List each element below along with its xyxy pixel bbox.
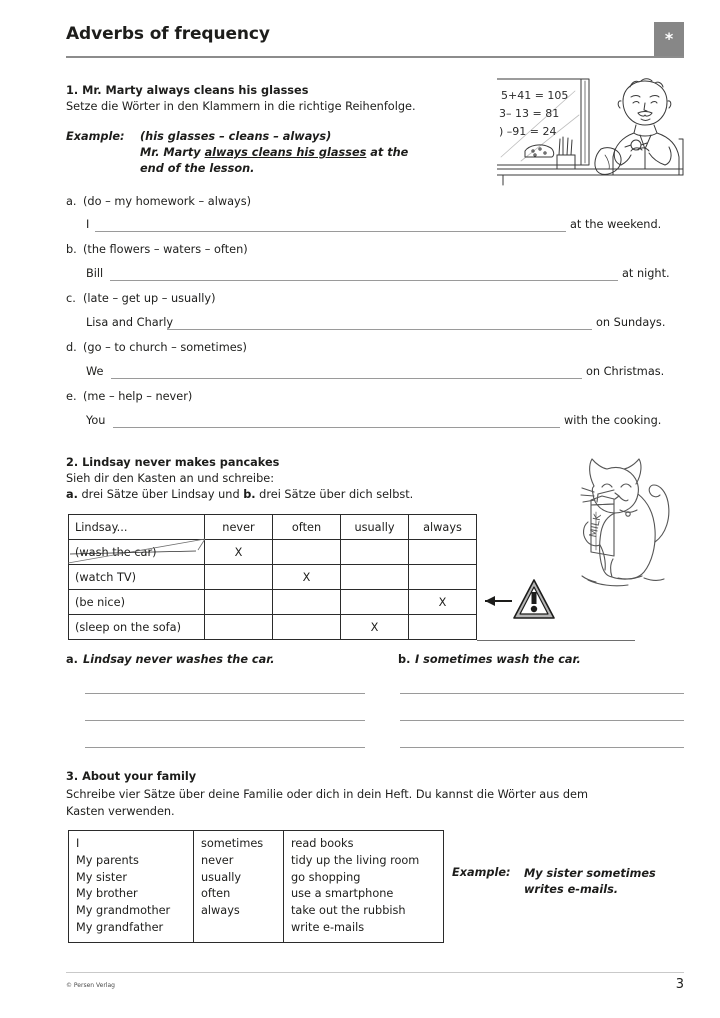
word-bank-activity-item: read books: [291, 837, 354, 850]
exercise1-instruction: Setze die Wörter in den Klammern in die richtige Reihenfolge.: [66, 100, 416, 113]
table-row: [69, 590, 477, 615]
table-row-label-be-nice: (be nice): [69, 590, 205, 615]
exercise2-answer-a-line-1[interactable]: [85, 693, 365, 694]
exercise1-item-b-blank[interactable]: [110, 280, 618, 281]
difficulty-level-badge: *: [654, 22, 684, 56]
table-row-label-watch-tv: (watch TV): [69, 565, 205, 590]
table-header-row: [69, 515, 477, 540]
exercise1-item-a-sentence-start: I: [86, 218, 90, 231]
exercise3-example-line2: writes e-mails.: [524, 883, 619, 896]
table-cell-sleep-never[interactable]: [205, 615, 273, 640]
word-bank-adverb-item: usually: [201, 870, 242, 884]
word-bank-subject-item: My sister: [76, 870, 127, 884]
table-row: [69, 540, 477, 565]
exercise2-instruction-line1: Sieh dir den Kasten an und schreibe:: [66, 472, 274, 485]
exercise1-item-e-sentence-start: You: [86, 414, 106, 427]
exercise1-item-c-letter: c.: [66, 292, 76, 305]
blackboard-equations: [499, 89, 568, 138]
exercise2-answer-b-line-2[interactable]: [400, 720, 684, 721]
frequency-table: [68, 514, 477, 640]
footer-copyright: © Persen Verlag: [66, 982, 115, 989]
table-cell-sleep-always[interactable]: [409, 615, 477, 640]
table-cell-nice-often[interactable]: [273, 590, 341, 615]
exercise3-instruction-line2: Kasten verwenden.: [66, 805, 175, 818]
exercise1-item-c-blank[interactable]: [167, 329, 592, 330]
exercise1-item-d-sentence-start: We: [86, 365, 104, 378]
table-cell-wash-usually[interactable]: [341, 540, 409, 565]
table-cell-watch-always[interactable]: [409, 565, 477, 590]
exercise1-item-c-sentence-start: Lisa and Charly: [86, 316, 174, 329]
word-bank-column-activities: [283, 831, 443, 942]
word-bank-activity-item: use a smartphone: [291, 887, 394, 901]
exercise1-item-b-sentence-end: at night.: [622, 267, 670, 280]
page-number: 3: [675, 977, 684, 992]
table-cell-watch-usually[interactable]: [341, 565, 409, 590]
example-suffix: at the: [366, 146, 409, 159]
table-header-subject: Lindsay...: [69, 515, 205, 540]
blackboard-line-1: 5+41 = 105: [501, 89, 569, 102]
exercise2-answer-a-line-3[interactable]: [85, 747, 365, 748]
footer-divider: [66, 972, 684, 973]
exercise1-item-b-prompt: (the flowers – waters – often): [83, 243, 248, 256]
exercise1-item-e-blank[interactable]: [113, 427, 560, 428]
exercise2-answer-b-line-3[interactable]: [400, 747, 684, 748]
table-cell-sleep-often[interactable]: [273, 615, 341, 640]
exercise1-item-a-prompt: (do – my homework – always): [83, 195, 251, 208]
header-divider: [66, 56, 684, 58]
exercise1-item-b-sentence-start: Bill: [86, 267, 104, 280]
exercise2-answer-a-example: Lindsay never washes the car.: [83, 653, 275, 666]
page-title: Adverbs of frequency: [66, 24, 270, 44]
word-bank-activity-item: take out the rubbish: [291, 904, 406, 918]
table-cell-nice-never[interactable]: [205, 590, 273, 615]
blackboard-line-3: ) –91 = 24: [499, 125, 557, 138]
exercise3-example-line1: My sister sometimes: [524, 867, 656, 880]
example-prefix: Mr. Marty: [140, 146, 205, 159]
word-bank-subject-item: My grandmother: [76, 904, 171, 918]
word-bank-activity-item: write e-mails: [291, 920, 365, 934]
table-row: [69, 565, 477, 590]
exercise1-item-b-letter: b.: [66, 243, 77, 256]
exercise3-example-label: Example:: [452, 866, 511, 879]
table-cell-nice-usually[interactable]: [341, 590, 409, 615]
word-bank-subject-item: My brother: [76, 887, 138, 901]
milk-carton-label: MILK: [588, 513, 604, 539]
instruction-marker-b: b.: [243, 488, 256, 501]
warning-triangle-icon: [484, 578, 556, 624]
cat-drinking-milk-illustration: [558, 452, 684, 592]
table-header-never: never: [205, 515, 273, 540]
table-cell-sleep-usually[interactable]: X: [341, 615, 409, 640]
example-underlined-answer: always cleans his glasses: [204, 146, 367, 159]
exercise2-answer-b-letter: b.: [398, 653, 411, 666]
word-bank-box: [68, 830, 444, 943]
table-row-label-sleep-on-the-sofa: (sleep on the sofa): [69, 615, 205, 640]
exercise2-answer-a-line-2[interactable]: [85, 720, 365, 721]
exercise1-item-d-blank[interactable]: [111, 378, 582, 379]
exercise1-item-a-letter: a.: [66, 195, 77, 208]
exercise2-answer-b-example: I sometimes wash the car.: [415, 653, 581, 666]
word-bank-adverb-item: never: [201, 853, 234, 867]
word-bank-column-adverbs: [193, 831, 283, 942]
word-bank-adverb-item: always: [201, 904, 240, 918]
exercise1-example-line2: [140, 146, 408, 159]
exercise1-item-c-prompt: (late – get up – usually): [83, 292, 216, 305]
exercise1-title: 1. Mr. Marty always cleans his glasses: [66, 84, 309, 97]
word-bank-activity-item: tidy up the living room: [291, 853, 420, 867]
exercise1-item-c-sentence-end: on Sundays.: [596, 316, 666, 329]
table-header-usually: usually: [341, 515, 409, 540]
table-row-label-wash-the-car: (wash the car): [69, 540, 205, 565]
exercise2-answer-b-line-1[interactable]: [400, 693, 684, 694]
page-header: [66, 24, 684, 66]
exercise1-example-line3: end of the lesson.: [140, 162, 255, 175]
exercise1-item-a-blank[interactable]: [95, 231, 566, 232]
exercise1-item-d-letter: d.: [66, 341, 77, 354]
word-bank-adverb-item: sometimes: [201, 837, 264, 850]
word-bank-subject-item: I: [76, 837, 80, 850]
blackboard-line-2: 3– 13 = 81: [499, 107, 560, 120]
table-row: [69, 615, 477, 640]
table-cell-watch-often[interactable]: X: [273, 565, 341, 590]
exercise1-item-e-letter: e.: [66, 390, 77, 403]
instruction-marker-a: a.: [66, 488, 78, 501]
table-cell-wash-never[interactable]: X: [205, 540, 273, 565]
exercise2-answer-a-letter: a.: [66, 653, 78, 666]
word-bank-activity-item: go shopping: [291, 870, 361, 884]
exercise1-item-e-prompt: (me – help – never): [83, 390, 193, 403]
exercise1-example-label: Example:: [66, 130, 125, 143]
word-bank-column-subjects: [69, 831, 193, 942]
table-header-often: often: [273, 515, 341, 540]
table-cell-watch-never[interactable]: [205, 565, 273, 590]
table-cell-wash-always[interactable]: [409, 540, 477, 565]
exercise3-example-text: [524, 866, 656, 898]
exercise2-instruction-line2: [66, 488, 413, 501]
word-bank-adverb-item: often: [201, 887, 231, 901]
table-cell-wash-often[interactable]: [273, 540, 341, 565]
exercise2-title: 2. Lindsay never makes pancakes: [66, 456, 280, 469]
table-cell-nice-always[interactable]: X: [409, 590, 477, 615]
word-bank-subject-item: My parents: [76, 853, 139, 867]
table-extension-rule: [477, 640, 635, 641]
instruction-mid-text: drei Sätze über Lindsay und: [77, 488, 244, 501]
exercise1-example-line1: (his glasses – cleans – always): [140, 130, 332, 143]
exercise1-item-d-sentence-end: on Christmas.: [586, 365, 665, 378]
teacher-cleaning-glasses-illustration: [497, 77, 685, 189]
instruction-end-text: drei Sätze über dich selbst.: [255, 488, 414, 501]
exercise1-item-a-sentence-end: at the weekend.: [570, 218, 662, 231]
word-bank-subject-item: My grandfather: [76, 920, 164, 934]
exercise3-instruction-line1: Schreibe vier Sätze über deine Familie oder dich in dein Heft. Du kannst die Wörter aus dem: [66, 788, 588, 801]
exercise1-item-d-prompt: (go – to church – sometimes): [83, 341, 247, 354]
exercise1-item-e-sentence-end: with the cooking.: [564, 414, 662, 427]
exercise3-title: 3. About your family: [66, 770, 197, 783]
table-header-always: always: [409, 515, 477, 540]
